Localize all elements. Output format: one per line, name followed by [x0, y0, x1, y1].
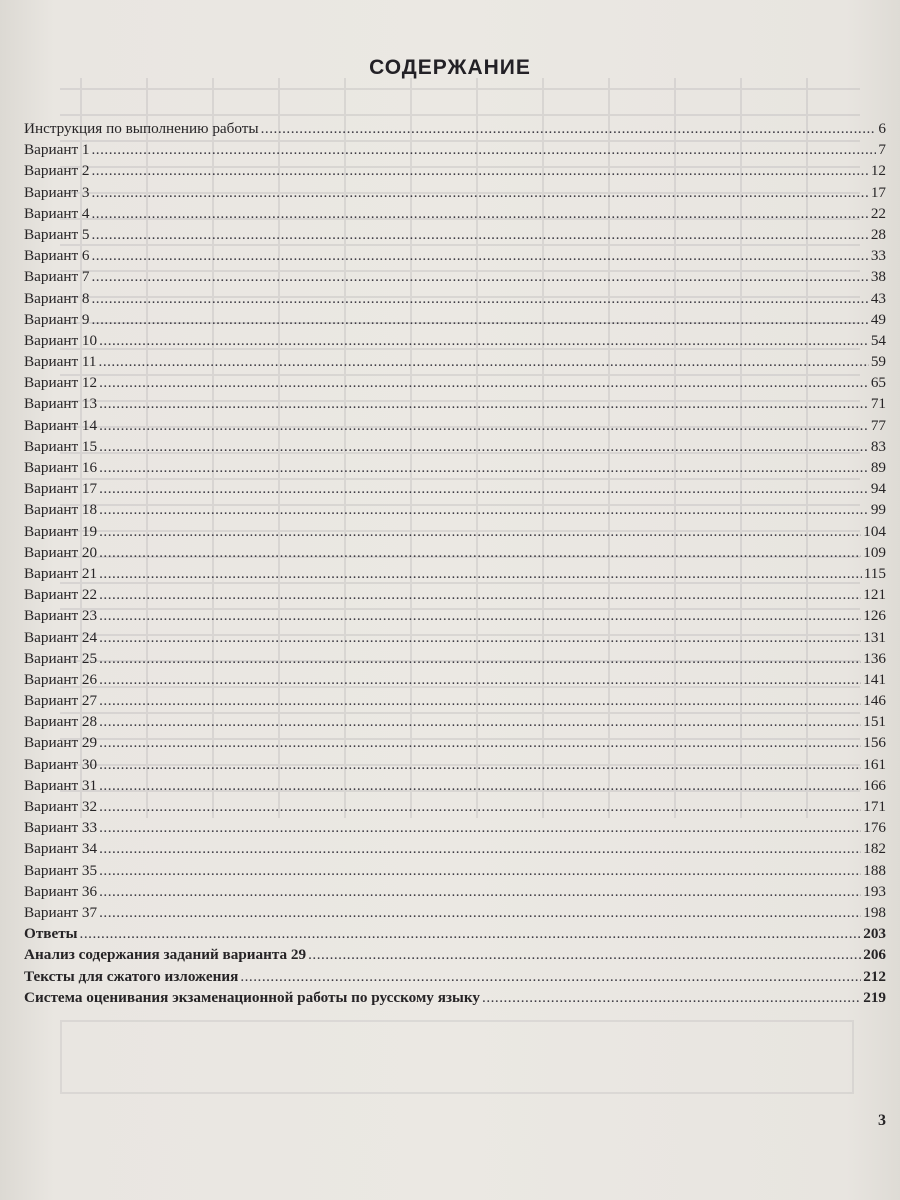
toc-entry-page: 156: [863, 734, 886, 752]
toc-entry: [24, 351, 886, 372]
toc-entry-page: 161: [863, 755, 886, 773]
toc-entry-label: Вариант 8: [24, 289, 90, 307]
toc-entry-label: Вариант 26: [24, 670, 98, 688]
toc-entry-page: 198: [863, 903, 886, 921]
dot-leader: [99, 775, 861, 796]
toc-entry: [24, 966, 886, 987]
toc-entry-label: Вариант 5: [24, 225, 90, 243]
show-through-form-box: [60, 1020, 854, 1094]
toc-entry: [24, 478, 886, 499]
toc-entry: [24, 521, 886, 542]
toc-entry-page: 206: [863, 946, 886, 964]
dot-leader: [92, 288, 869, 309]
toc-entry-page: 121: [863, 586, 886, 604]
toc-entry: [24, 584, 886, 605]
toc-entry-page: 7: [878, 141, 886, 159]
toc-entry: [24, 605, 886, 626]
dot-leader: [99, 690, 861, 711]
toc-entry-label: Вариант 13: [24, 395, 98, 413]
toc-entry-page: 219: [863, 988, 886, 1006]
toc-entry-label: Вариант 9: [24, 310, 90, 328]
dot-leader: [99, 351, 869, 372]
toc-entry-page: 94: [870, 480, 886, 498]
dot-leader: [99, 627, 861, 648]
toc-entry-label: Вариант 16: [24, 459, 98, 476]
dot-leader: [99, 817, 861, 838]
toc-entry-label: Вариант 15: [24, 437, 98, 455]
toc-entry-label: Ответы: [24, 925, 78, 943]
page-number: 3: [878, 1112, 886, 1129]
toc-entry-page: 193: [863, 882, 886, 900]
toc-entry-label: Вариант 28: [24, 713, 98, 731]
toc-entry: [24, 648, 886, 669]
toc-entry-page: 109: [863, 543, 886, 561]
dot-leader: [308, 944, 861, 965]
toc-entry-page: 22: [870, 204, 886, 222]
toc-entry: [24, 160, 886, 181]
toc-entry-label: Вариант 7: [24, 268, 90, 286]
toc-entry-page: 176: [863, 819, 886, 837]
toc-entry-label: Вариант 23: [24, 607, 98, 625]
dot-leader: [240, 966, 861, 987]
toc-entry: [24, 732, 886, 753]
toc-entry-page: 146: [863, 692, 886, 710]
toc-entry-label: Вариант 34: [24, 840, 98, 858]
dot-leader: [99, 754, 861, 775]
toc-entry-label: Вариант 11: [24, 353, 97, 371]
toc-entry-label: Вариант 14: [24, 416, 98, 434]
dot-leader: [99, 881, 861, 902]
dot-leader: [99, 902, 861, 923]
toc-entry: [24, 118, 886, 139]
toc-entry-page: 65: [870, 374, 886, 392]
toc-entry-label: Вариант 20: [24, 543, 98, 561]
toc-entry-page: 104: [863, 522, 886, 540]
toc-entry-label: Вариант 6: [24, 247, 90, 265]
toc-entry-label: Вариант 33: [24, 819, 98, 837]
toc-entry: [24, 499, 886, 520]
toc-entry-label: Тексты для сжатого изложения: [24, 967, 239, 985]
toc-entry: [24, 309, 886, 330]
toc-entry-page: 49: [870, 310, 886, 328]
toc-entry: [24, 288, 886, 309]
toc-entry-page: 126: [863, 607, 886, 625]
toc-entry-page: 59: [870, 353, 886, 371]
dot-leader: [99, 669, 861, 690]
toc-entry-page: 54: [870, 331, 886, 349]
dot-leader: [99, 584, 861, 605]
toc-entry-page: 212: [863, 967, 886, 985]
toc-entry: [24, 944, 886, 965]
dot-leader: [99, 393, 869, 414]
toc-entry-page: 115: [863, 564, 886, 582]
toc-entry: [24, 415, 886, 436]
toc-entry-label: Вариант 1: [24, 141, 90, 159]
toc-entry-label: Вариант 18: [24, 501, 98, 519]
toc-entry-label: Вариант 10: [24, 331, 98, 349]
toc-entry-page: 71: [870, 395, 886, 413]
dot-leader: [99, 499, 869, 520]
toc-entry-label: Вариант 29: [24, 734, 98, 752]
dot-leader: [99, 838, 861, 859]
dot-leader: [482, 987, 861, 1008]
toc-entry-page: 151: [863, 713, 886, 731]
toc-entry: [24, 796, 886, 817]
dot-leader: [99, 478, 869, 499]
toc-entry-label: Вариант 17: [24, 480, 98, 498]
dot-leader: [92, 245, 869, 266]
toc-entry-label: Вариант 35: [24, 861, 98, 879]
show-through-line: [60, 88, 860, 90]
toc-entry-label: Вариант 27: [24, 692, 98, 710]
toc-entry-page: 38: [870, 268, 886, 286]
toc-entry: [24, 563, 886, 584]
toc-entry-page: 141: [863, 670, 886, 688]
toc-entry-label: Система оценивания экзаменационной работы по русскому языку: [24, 988, 481, 1006]
toc-entry-label: Вариант 32: [24, 798, 98, 815]
toc-entry: [24, 372, 886, 393]
toc-entry-page: 136: [863, 649, 886, 667]
toc-entry-label: Анализ содержания заданий варианта 29: [24, 946, 307, 964]
toc-entry: [24, 245, 886, 266]
toc-entry-label: Вариант 3: [24, 183, 90, 201]
toc-entry-label: Вариант 21: [24, 564, 98, 582]
toc-entry: [24, 711, 886, 732]
toc-entry: [24, 457, 886, 478]
toc-entry-label: Вариант 12: [24, 374, 98, 392]
toc-entry-label: Вариант 2: [24, 162, 90, 180]
toc-entry-label: Вариант 24: [24, 628, 98, 646]
toc-entry: [24, 860, 886, 881]
toc-entry: [24, 393, 886, 414]
dot-leader: [99, 457, 869, 478]
dot-leader: [92, 203, 869, 224]
dot-leader: [92, 182, 869, 203]
dot-leader: [92, 266, 869, 287]
toc-entry-page: 89: [870, 459, 886, 476]
toc-entry: [24, 627, 886, 648]
dot-leader: [99, 860, 861, 881]
toc-entry: [24, 923, 886, 944]
toc-entry-page: 12: [870, 162, 886, 180]
toc-entry-label: Вариант 36: [24, 882, 98, 900]
toc-entry-label: Инструкция по выполнению работы: [24, 120, 259, 137]
toc-entry: [24, 987, 886, 1008]
dot-leader: [92, 160, 869, 181]
toc-entry-page: 99: [870, 501, 886, 519]
dot-leader: [99, 563, 862, 584]
dot-leader: [261, 118, 877, 139]
toc-entry-page: 17: [870, 183, 886, 201]
toc-entry-label: Вариант 22: [24, 586, 98, 604]
dot-leader: [92, 224, 869, 245]
toc-entry: [24, 139, 886, 160]
toc-entry: [24, 775, 886, 796]
toc-entry: [24, 817, 886, 838]
toc-entry-page: 77: [870, 416, 886, 434]
dot-leader: [99, 415, 869, 436]
dot-leader: [99, 521, 861, 542]
toc-entry: [24, 881, 886, 902]
toc-entry: [24, 902, 886, 923]
toc-entry-page: 131: [863, 628, 886, 646]
dot-leader: [92, 139, 877, 160]
dot-leader: [99, 436, 869, 457]
toc-entry-page: 83: [870, 437, 886, 455]
dot-leader: [99, 372, 869, 393]
toc-entry: [24, 754, 886, 775]
toc-entry-page: 166: [863, 776, 886, 794]
toc-entry: [24, 690, 886, 711]
toc-entry-label: Вариант 19: [24, 522, 98, 540]
toc-entry-label: Вариант 30: [24, 755, 98, 773]
dot-leader: [99, 732, 861, 753]
toc-entry-page: 6: [878, 120, 886, 137]
toc-entry-page: 43: [870, 289, 886, 307]
dot-leader: [99, 330, 869, 351]
toc-entry-label: Вариант 37: [24, 903, 98, 921]
dot-leader: [99, 605, 861, 626]
toc-entry-page: 33: [870, 247, 886, 265]
toc-entry: [24, 203, 886, 224]
toc-entry: [24, 436, 886, 457]
toc-entry: [24, 224, 886, 245]
dot-leader: [99, 542, 861, 563]
toc-entry-page: 182: [863, 840, 886, 858]
toc-entry: [24, 542, 886, 563]
dot-leader: [99, 796, 861, 817]
toc-entry: [24, 669, 886, 690]
toc-entry-page: 203: [863, 925, 886, 943]
toc-entry: [24, 266, 886, 287]
toc-entry-label: Вариант 4: [24, 204, 90, 222]
dot-leader: [99, 711, 861, 732]
toc-entry: [24, 330, 886, 351]
dot-leader: [99, 648, 861, 669]
toc-entry-label: Вариант 31: [24, 776, 98, 794]
dot-leader: [92, 309, 869, 330]
toc-entry: [24, 838, 886, 859]
table-of-contents: [24, 118, 886, 1008]
toc-entry-page: 188: [863, 861, 886, 879]
toc-entry-page: 171: [863, 798, 886, 815]
toc-entry-label: Вариант 25: [24, 649, 98, 667]
toc-entry-page: 28: [870, 225, 886, 243]
toc-entry: [24, 182, 886, 203]
page-title: СОДЕРЖАНИЕ: [369, 56, 531, 79]
dot-leader: [80, 923, 862, 944]
show-through-line: [60, 114, 860, 116]
